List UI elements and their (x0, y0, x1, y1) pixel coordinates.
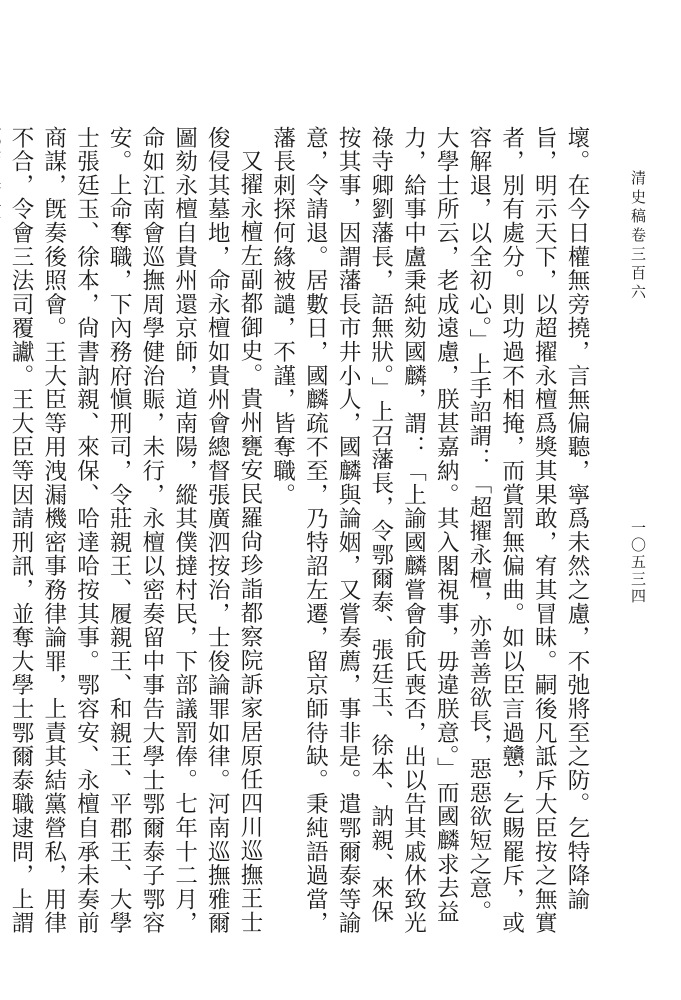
running-title: 清史稿卷三百六 (629, 170, 647, 303)
paragraph: 又擢永檀左副都御史。貴州甕安民羅尙珍詣都察院訴家居原任四川巡撫王士俊侵其墓地，命永檀如貴州會總督張廣泗按治，士俊論罪如律。河南巡撫雅爾圖劾永檀自貴州還京師，道南陽，縱其僕撻村民，下部議罰俸。七年十二月，命如江南會巡撫周學健治賑，未行，永檀以密奏留中事告大學士鄂爾泰子鄂容安。上命奪職，下內務府愼刑司，令莊親王、履親王、和親王、平郡王、大學士張廷玉、徐本，尙書訥親、來保、哈達哈按其事。鄂容安、永檀自承未奏前商謀，旣奏後照會。王大臣等用洩漏機密事務律論罪，上責其結黨營私，用律不合，令會三法司覆讞。王大臣等因請刑訊，並奪大學士鄂爾泰職逮問，上謂 (8, 126, 263, 936)
body-text (8, 126, 593, 946)
page-number: 一〇五三四 (629, 520, 647, 605)
paragraph-continued: 壞。在今日權無旁撓，言無偏聽，寧爲未然之慮，不弛將至之防。乞特降諭旨，明示天下，以超擢永檀爲獎其果敢，宥其冒昧。嗣後凡詆斥大臣按之無實者，別有處分。則功過不相掩，而賞罰無偏曲。如以臣言過戇，乞賜罷斥，或容解退，以全初心。」上手詔謂：「超擢永檀，亦善善欲長，惡惡欲短之意。大學士所云，老成遠慮，朕甚嘉納。其入閣視事，毋違朕意。」而國麟求去益力，給事中盧秉純劾國麟，謂：「上諭國麟嘗會俞氏喪否，出以告其戚休致光祿寺卿劉藩長，語無狀。」上召藩長，令鄂爾泰、張廷玉、徐本、訥親、來保按其事，因謂藩長市井小人，國麟與論姻，又嘗奏薦，事非是。遣鄂爾泰等諭意，令請退。居數日，國麟疏不至，乃特詔左遷，留京師待缺。秉純語過當，藩長刺探何緣被譴，不謹，皆奪職。 (269, 126, 590, 936)
